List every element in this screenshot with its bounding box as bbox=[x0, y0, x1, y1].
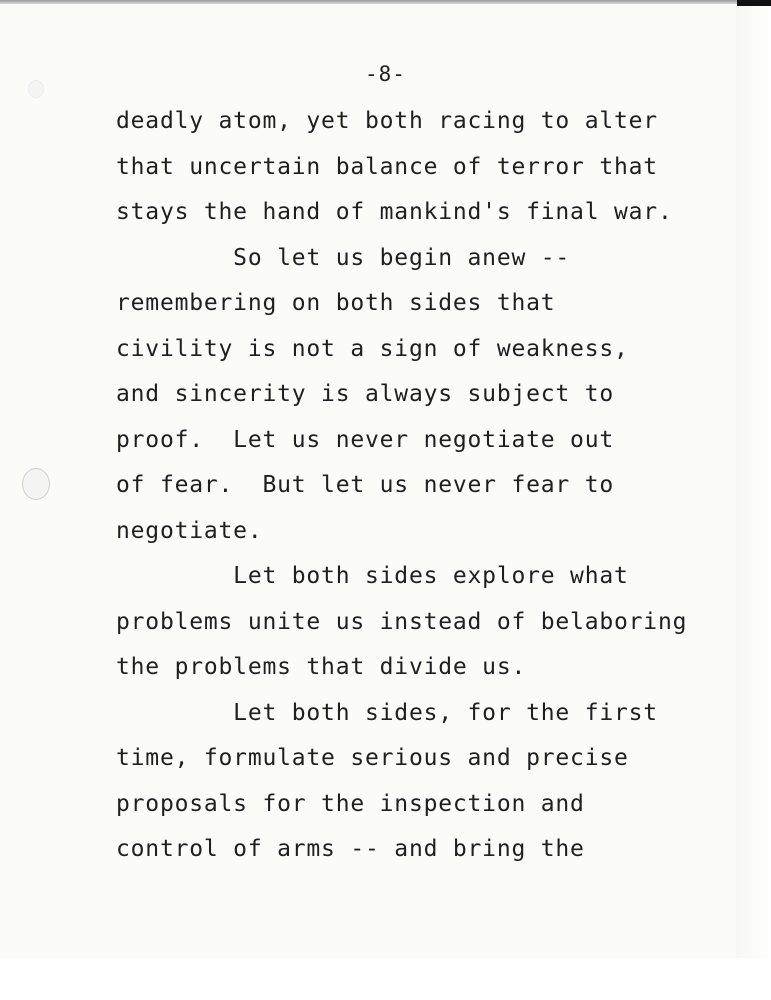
text-line-5: remembering on both sides that bbox=[116, 290, 556, 316]
punch-hole-top bbox=[28, 80, 44, 98]
text-line-6: civility is not a sign of weakness, bbox=[116, 336, 629, 362]
scan-dark-corner bbox=[737, 0, 771, 6]
scan-bottom-margin bbox=[0, 958, 771, 1000]
scan-right-margin bbox=[733, 6, 771, 1000]
text-line-12: problems unite us instead of belaboring bbox=[116, 609, 688, 635]
text-line-10: negotiate. bbox=[116, 518, 263, 544]
text-line-17: control of arms -- and bring the bbox=[116, 836, 585, 862]
text-line-4: So let us begin anew -- bbox=[116, 245, 571, 271]
text-line-14: Let both sides, for the first bbox=[116, 700, 658, 726]
text-line-7: and sincerity is always subject to bbox=[116, 381, 615, 407]
text-line-1: deadly atom, yet both racing to alter bbox=[116, 108, 658, 134]
page-number: -8- bbox=[365, 62, 406, 86]
text-line-2: that uncertain balance of terror that bbox=[116, 154, 658, 180]
text-line-3: stays the hand of mankind's final war. bbox=[116, 199, 673, 225]
punch-hole-middle bbox=[22, 468, 50, 500]
text-line-15: time, formulate serious and precise bbox=[116, 745, 629, 771]
text-line-8: proof. Let us never negotiate out bbox=[116, 427, 615, 453]
text-line-9: of fear. But let us never fear to bbox=[116, 472, 615, 498]
typed-page bbox=[0, 4, 736, 958]
text-line-13: the problems that divide us. bbox=[116, 654, 527, 680]
text-line-11: Let both sides explore what bbox=[116, 563, 629, 589]
text-line-16: proposals for the inspection and bbox=[116, 791, 585, 817]
